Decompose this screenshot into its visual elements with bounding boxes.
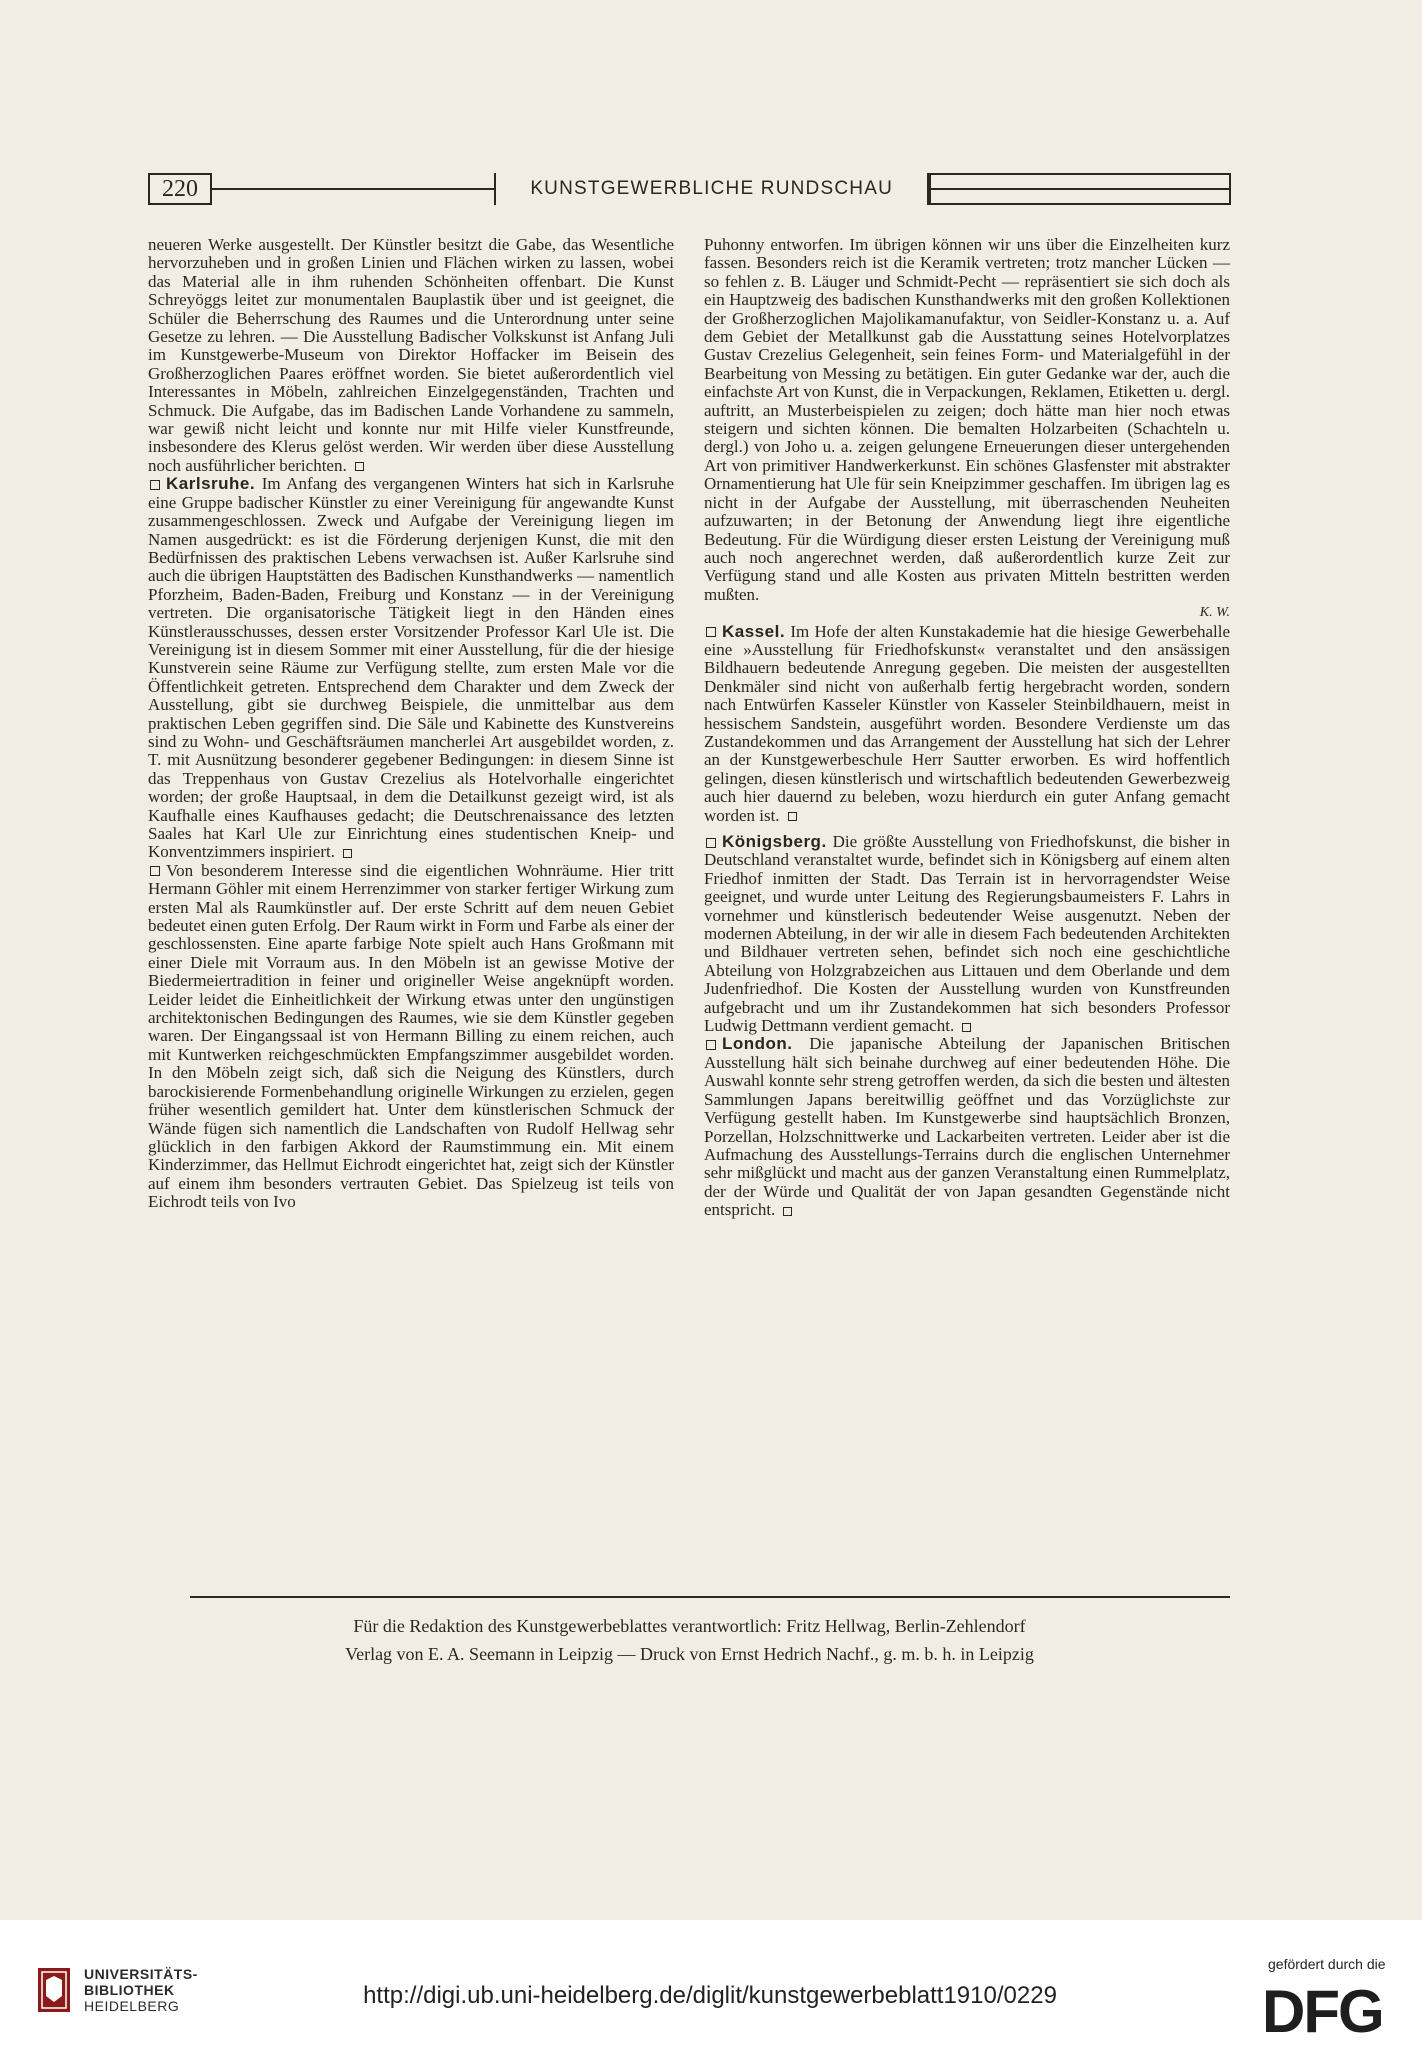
section-london [704, 1035, 1230, 1219]
paragraph-text: Die größte Ausstellung von Friedhofskunst, die bisher in Deutschland veranstaltet wurde, befindet sich in Königsberg auf einem alten Friedhof inmitten der Stadt. Das Terrain ist in hervorragendster Weise geeignet, und wurde unter Leitung des Regierungsbaumeisters F. Lahrs in vornehmer und künstlerisch bedeutender Weise ausgenutzt. Neben der modernen Abteilung, in der wir alle in diesem Fach bedeutenden Architekten und Bildhauer vertreten sehen, befindet sich noch eine geschichtliche Abteilung von Holzgrabzeichen aus Littauen und dem Oberlande und dem Judenfriedhof. Die Kosten der Ausstellung wurden von Kunstfreunden aufgebracht und um ihr Zustandekommen hat sich besonders Professor Ludwig Dettmann verdient gemacht. [704, 832, 1230, 1036]
paragraph-text: Im Anfang des vergangenen Winters hat sich in Karlsruhe eine Gruppe badischer Künstler zu einer Vereinigung für angewandte Kunst zusammengeschlossen. Zweck und Aufgabe der Vereinigung liegen im Namen ausgedrückt: es ist die Förderung derjenigen Kunst, die mit den Bedürfnissen des praktischen Lebens verwachsen ist. Außer Karlsruhe sind auch die übrigen Hauptstätten des Badischen Kunsthandwerks — namentlich Pforzheim, Baden-Baden, Freiburg und Konstanz — in der Vereinigung vertreten. Die organisatorische Tätigkeit liegt in den Händen eines Künstlerausschusses, dessen erster Vorsitzender Professor Karl Ule ist. Die Vereinigung ist in diesem Sommer mit einer Ausstellung, für die der hiesige Kunstverein seine Räume zur Verfügung stellte, zum ersten Male vor die Öffentlichkeit getreten. Entsprechend dem Charakter und dem Zweck der Ausstellung, gibt sie durchweg Beispiele, die unmittelbar aus dem praktischen Leben gegriffen sind. Die Säle und Kabinette des Kunstvereins sind zu Wohn- und Geschäftsräumen mancherlei Art ausgebildet worden, z. T. mit Ausnützung besonderer gegebener Bedingungen: in diesem Sinne ist das Treppenhaus von Gustav Crezelius als Hotelvorhalle eingerichtet worden; der große Hauptsaal, in dem die Detailkunst gezeigt wird, ist als Kaufhalle eines Kaufhauses gedacht; die Deutschrenaissance des letzten Saales hat Karl Ule zur Einrichtung eines studentischen Kneip- und Konventzimmers inspiriert. [148, 474, 675, 862]
paragraph-text: Die japanische Abteilung der Japanischen Britischen Ausstellung hält sich beinahe durchweg auf einer bedeutenden Höhe. Die Auswahl konnte sehr streng getroffen werden, da sich die besten und ältesten Sammlungen Japans bereitwillig geöffnet und das Vorzüglichste zur Verfügung gestellt haben. Im Kunstgewerbe sind hauptsächlich Bronzen, Porzellan, Holzschnittwerke und Lackarbeiten vertreten. Leider aber ist die Aufmachung des Ausstellungs-Terrains durch die englischen Unternehmer sehr mißglückt und macht aus der ganzen Veranstaltung einen Rummelplatz, der der Würde und Qualität der von Japan gesandten Gegenstände nicht entspricht. [704, 1034, 1230, 1220]
section-karlsruhe [148, 475, 674, 862]
institution-line: BIBLIOTHEK [84, 1982, 175, 1998]
section-square-icon [706, 627, 716, 637]
running-title: KUNSTGEWERBLICHE RUNDSCHAU [494, 173, 929, 205]
institution-line: HEIDELBERG [84, 1998, 180, 2014]
end-mark-icon [343, 849, 352, 858]
section-koenigsberg [704, 833, 1230, 1035]
library-footer-bar [0, 1920, 1422, 2053]
university-seal-icon [36, 1966, 72, 2014]
section-heading: London. [722, 1034, 793, 1054]
institution-name [84, 1966, 198, 2014]
section-heading: Kassel. [722, 621, 786, 641]
institution-line: UNIVERSITÄTS- [84, 1966, 198, 1982]
imprint [148, 1612, 1231, 1668]
section-heading: Königsberg. [722, 832, 827, 851]
imprint-line-editor: Für die Redaktion des Kunstgewerbeblattes verantwortlich: Fritz Hellwag, Berlin-Zehlendorf [353, 1616, 1026, 1636]
paragraph-text: neueren Werke ausgestellt. Der Künstler besitzt die Gabe, das Wesentliche hervorzuheben und in großen Linien und Flächen wirken zu lassen, wobei das Material alle in ihm ruhenden Schönheiten offenbart. Die Kunst Schreyöggs leitet zur monumentalen Bauplastik über und ist geeignet, die Schüler die Beherrschung des Raumes und die Unterordnung unter seine Gesetze zu lehren. — Die Ausstellung Badischer Volkskunst ist Anfang Juli im Kunstgewerbe-Museum von Direktor Hoffacker im Beisein des Großherzoglichen Paares eröffnet worden. Sie bietet außerordentlich viel Interessantes in Möbeln, zahlreichen Einzelgegenständen, Trachten und Schmuck. Die Aufgabe, das im Badischen Lande Vorhandene zu sammeln, war gewiß nicht leicht und konnte nur mit Hilfe vieler Kunstfreunde, insbesondere des Klerus gelöst werden. Wir werden über diese Ausstellung noch ausführlicher berichten. [148, 235, 674, 475]
paragraph-text: Von besonderem Interesse sind die eigentlichen Wohnräume. Hier tritt Hermann Göhler mit einem Herrenzimmer von starker fertiger Wirkung zum ersten Mal als Raumkünstler auf. Der erste Schritt auf dem neuen Gebiet bedeutet einen guten Erfolg. Der Raum wirkt in Form und Farbe als einer der geschlossensten. Eine aparte farbige Note spielt auch Hans Großmann mit einer Diele mit Vorraum aus. In den Möbeln ist an gewisse Motive der Biedermeiertradition in feiner und origineller Weise angeknüpft worden. Leider leidet die Einheitlichkeit der Wirkung etwas unter den ungünstigen architektonischen Bedingungen des Raumes, wie sie dem Künstler gegeben waren. Der Eingangssaal ist von Hermann Billing zu einem reichen, auch mit Kuntwerken reichgeschmückten Empfangszimmer ausgebildet worden. In den Möbeln zeigt sich, daß sich die Neigung des Künstlers, durch barockisierende Formenbehandlung originelle Wirkungen zu erzielen, gegen früher wesentlich gemildert hat. Unter dem künstlerischen Schmuck der Wände fügen sich namentlich die Landschaften von Rudolf Hellwag sehr glücklich in den farbigen Akkord der Raumstimmung ein. Mit einem Kinderzimmer, das Hellmut Eichrodt eingerichtet hat, zeigt sich der Künstler auf einem ihm besonders vertrauten Gebiet. Das Spielzeug ist teils von Eichrodt teils von Ivo [148, 860, 674, 1212]
section-square-icon [150, 480, 160, 490]
section-kassel [704, 623, 1230, 825]
paragraph [148, 862, 674, 1212]
header-rule-right [929, 173, 1231, 205]
left-column [148, 236, 674, 1212]
dfg-logo-icon [1258, 1982, 1408, 2036]
end-mark-icon [962, 1023, 971, 1032]
source-url-link[interactable]: http://digi.ub.uni-heidelberg.de/diglit/kunstgewerbeblatt1910/0229 [363, 1982, 1057, 2009]
paragraph-text: Puhonny entworfen. Im übrigen können wir uns über die Einzelheiten kurz fassen. Besonders reich ist die Keramik vertreten; trotz mancher Lücken — so fehlen z. B. Läuger und Schmidt-Pecht — repräsentiert sie sich doch als ein Hauptzweig des badischen Kunsthandwerks mit den großen Kollektionen der Großherzoglichen Majolikamanufaktur, von Seidler-Konstanz u. a. Auf dem Gebiet der Metallkunst gab die Ausstattung seines Hotelvorplatzes Gustav Crezelius Gelegenheit, sein feines Form- und Materialgefühl in der Bearbeitung von Messing zu betätigen. Ein guter Gedanke war der, auch die einfachste Art von Kunst, die in Verpackungen, Reklamen, Etiketten u. dergl. auftritt, an Musterbeispielen zu zeigen; doch hätte man hier noch etwas steigern und sichten können. Die bemalten Holzarbeiten (Schachteln u. dergl.) von Joho u. a. zeigen gelungene Erneuerungen dieser untergehenden Art von primitiver Handwerkerkunst. Ein schönes Glasfenster mit abstrakter Ornamentierung hat Ule für sein Kneipzimmer geschaffen. Im übrigen lag es nicht in der Aufgabe der Ausstellung, mit überraschenden Neuheiten aufzuwarten; in der Betonung der Anwendung liegt ihre eigentliche Bedeutung. Für die Würdigung dieser ersten Leistung der Vereinigung muß auch noch angerechnet werden, daß außerordentlich kurze Zeit zur Verfügung stand und alle Kosten aus privaten Mitteln bestritten werden mußten. [704, 235, 1230, 604]
author-signature: K. W. [1199, 605, 1230, 621]
dfg-logo-text: DFG [1262, 1982, 1383, 2036]
funder-label: gefördert durch die [1268, 1956, 1386, 1972]
running-header [148, 172, 1231, 206]
end-mark-icon [788, 812, 797, 821]
footer-rule [190, 1596, 1230, 1598]
paragraph [704, 236, 1230, 604]
right-column [704, 236, 1230, 1220]
header-rule-left [212, 188, 494, 190]
paragraph-text: Im Hofe der alten Kunstakademie hat die hiesige Gewerbehalle eine »Ausstellung für Friedhofskunst« veranstaltet und den ansässigen Bildhauern bedeutende Anregung gegeben. Die meisten der ausgestellten Denkmäler sind nicht von außerhalb fertig hergebracht worden, sondern nach Entwürfen Kasseler Künstler von Kasseler Steinbildhauern, meist in hessischem Sandstein, ausgeführt worden. Besondere Verdienste um das Zustandekommen und das Arrangement der Ausstellung hat sich der Lehrer an der Kunstgewerbeschule Herr Sautter erworben. Es wird hoffentlich gelingen, diesen künstlerisch und wirtschaftlich bedeutenden Gewerbezweig auch hier dauernd zu beleben, wozu hierdurch ein guter Anfang gemacht worden ist. [704, 621, 1230, 825]
end-mark-icon [355, 462, 364, 471]
section-square-icon [706, 838, 716, 848]
section-square-icon [706, 1040, 716, 1050]
section-heading: Karlsruhe. [166, 474, 256, 494]
imprint-line-publisher: Verlag von E. A. Seemann in Leipzig — Druck von Ernst Hedrich Nachf., g. m. b. h. in Leipzig [345, 1644, 1034, 1664]
paragraph [148, 236, 674, 475]
end-mark-icon [783, 1207, 792, 1216]
page-number: 220 [148, 173, 212, 205]
section-square-icon [150, 866, 160, 876]
